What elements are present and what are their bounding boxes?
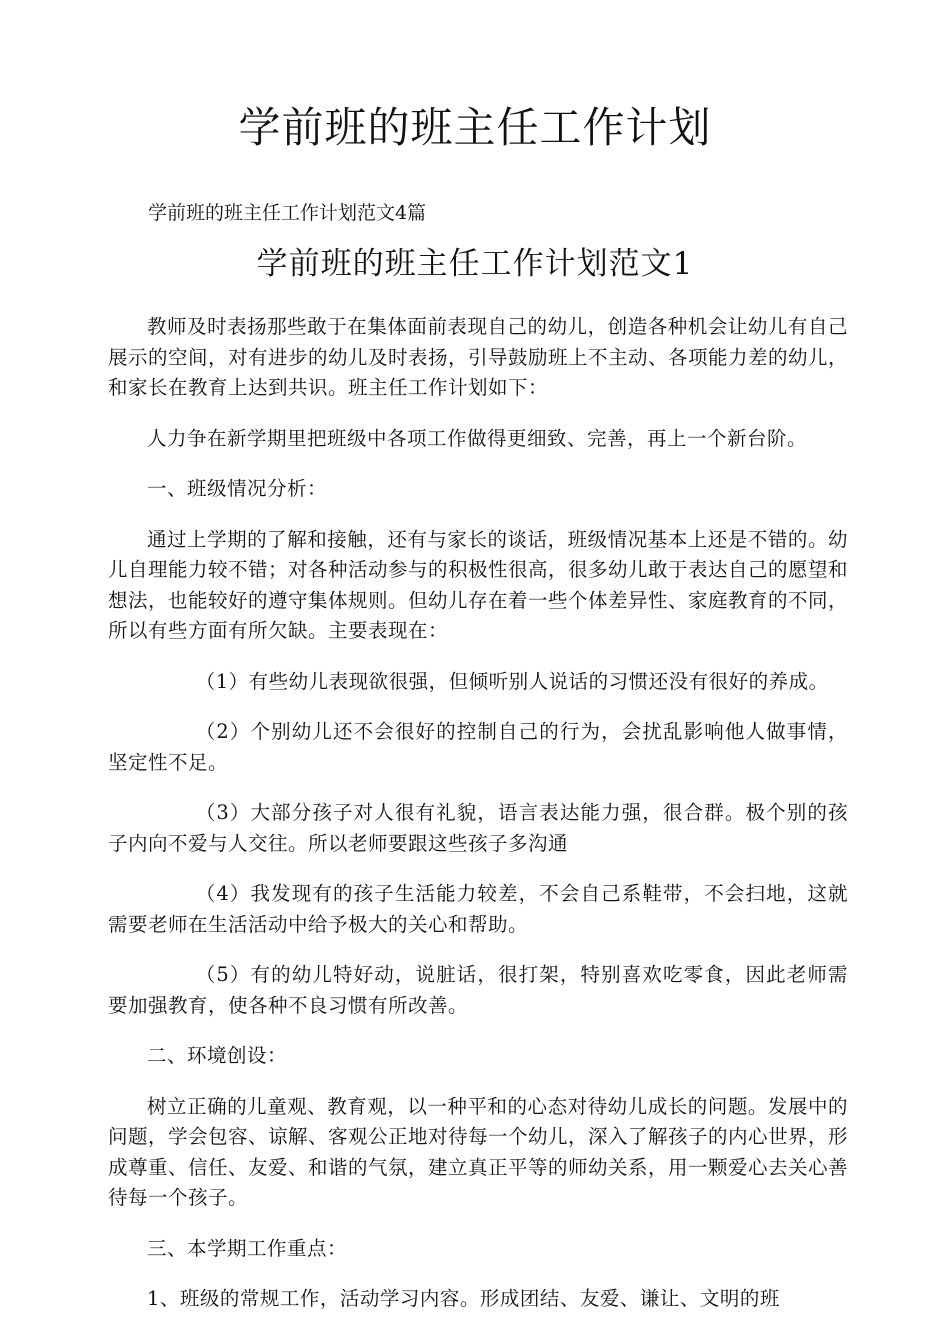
paragraph-focus-1: 1、班级的常规工作，活动学习内容。形成团结、友爱、谦让、文明的班 <box>147 1287 780 1310</box>
list-item: （3）大部分孩子对人很有礼貌，语言表达能力强，很合群。极个别的孩子内向不爱与人交往。所以老师要跟这些孩子多沟通 <box>108 801 848 855</box>
heading-class-analysis: 一、班级情况分析： <box>147 477 328 500</box>
list-item: （2）个别幼儿还不会很好的控制自己的行为，会扰乱影响他人做事情，坚定性不足。 <box>108 720 848 774</box>
list-item: （4）我发现有的孩子生活能力较差，不会自己系鞋带，不会扫地，这就需要老师在生活活动中给予极大的关心和帮助。 <box>108 882 848 936</box>
document-title: 学前班的班主任工作计划 <box>238 103 712 152</box>
document-body <box>108 312 848 1335</box>
paragraph-goal: 人力争在新学期里把班级中各项工作做得更细致、完善，再上一个新台阶。 <box>147 426 808 450</box>
paragraph-environment: 树立正确的儿童观、教育观，以一种平和的心态对待幼儿成长的问题。发展中的问题，学会包容、谅解、客观公正地对待每一个幼儿，深入了解孩子的内心世界，形成尊重、信任、友爱、和谐的气氛，建立真正平等的师幼关系，用一颗爱心去关心善待每一个孩子。 <box>108 1094 849 1209</box>
list-item: （1）有些幼儿表现欲很强，但倾听别人说话的习惯还没有很好的养成。 <box>195 669 829 693</box>
heading-focus: 三、本学期工作重点： <box>147 1236 348 1260</box>
paragraph-class-analysis: 通过上学期的了解和接触，还有与家长的谈话，班级情况基本上还是不错的。幼儿自理能力较不错；对各种活动参与的积极性很高，很多幼儿敢于表达自己的愿望和想法，也能较好的遵守集体规则。但幼儿存在着一些个体差异性、家庭教育的不同，所以有些方面有所欠缺。主要表现在： <box>108 527 849 642</box>
list-item: （5）有的幼儿特好动，说脏话，很打架，特别喜欢吃零食，因此老师需要加强教育，使各种不良习惯有所改善。 <box>108 963 848 1017</box>
paragraph-intro: 教师及时表扬那些敢于在集体面前表现自己的幼儿，创造各种机会让幼儿有自己展示的空间，对有进步的幼儿及时表扬，引导鼓励班上不主动、各项能力差的幼儿，和家长在教育上达到共识。班主任工作计划如下： <box>108 315 849 399</box>
heading-environment: 二、环境创设： <box>147 1044 288 1067</box>
section-heading: 学前班的班主任工作计划范文1 <box>256 246 694 282</box>
document-subtitle: 学前班的班主任工作计划范文4篇 <box>148 202 427 224</box>
